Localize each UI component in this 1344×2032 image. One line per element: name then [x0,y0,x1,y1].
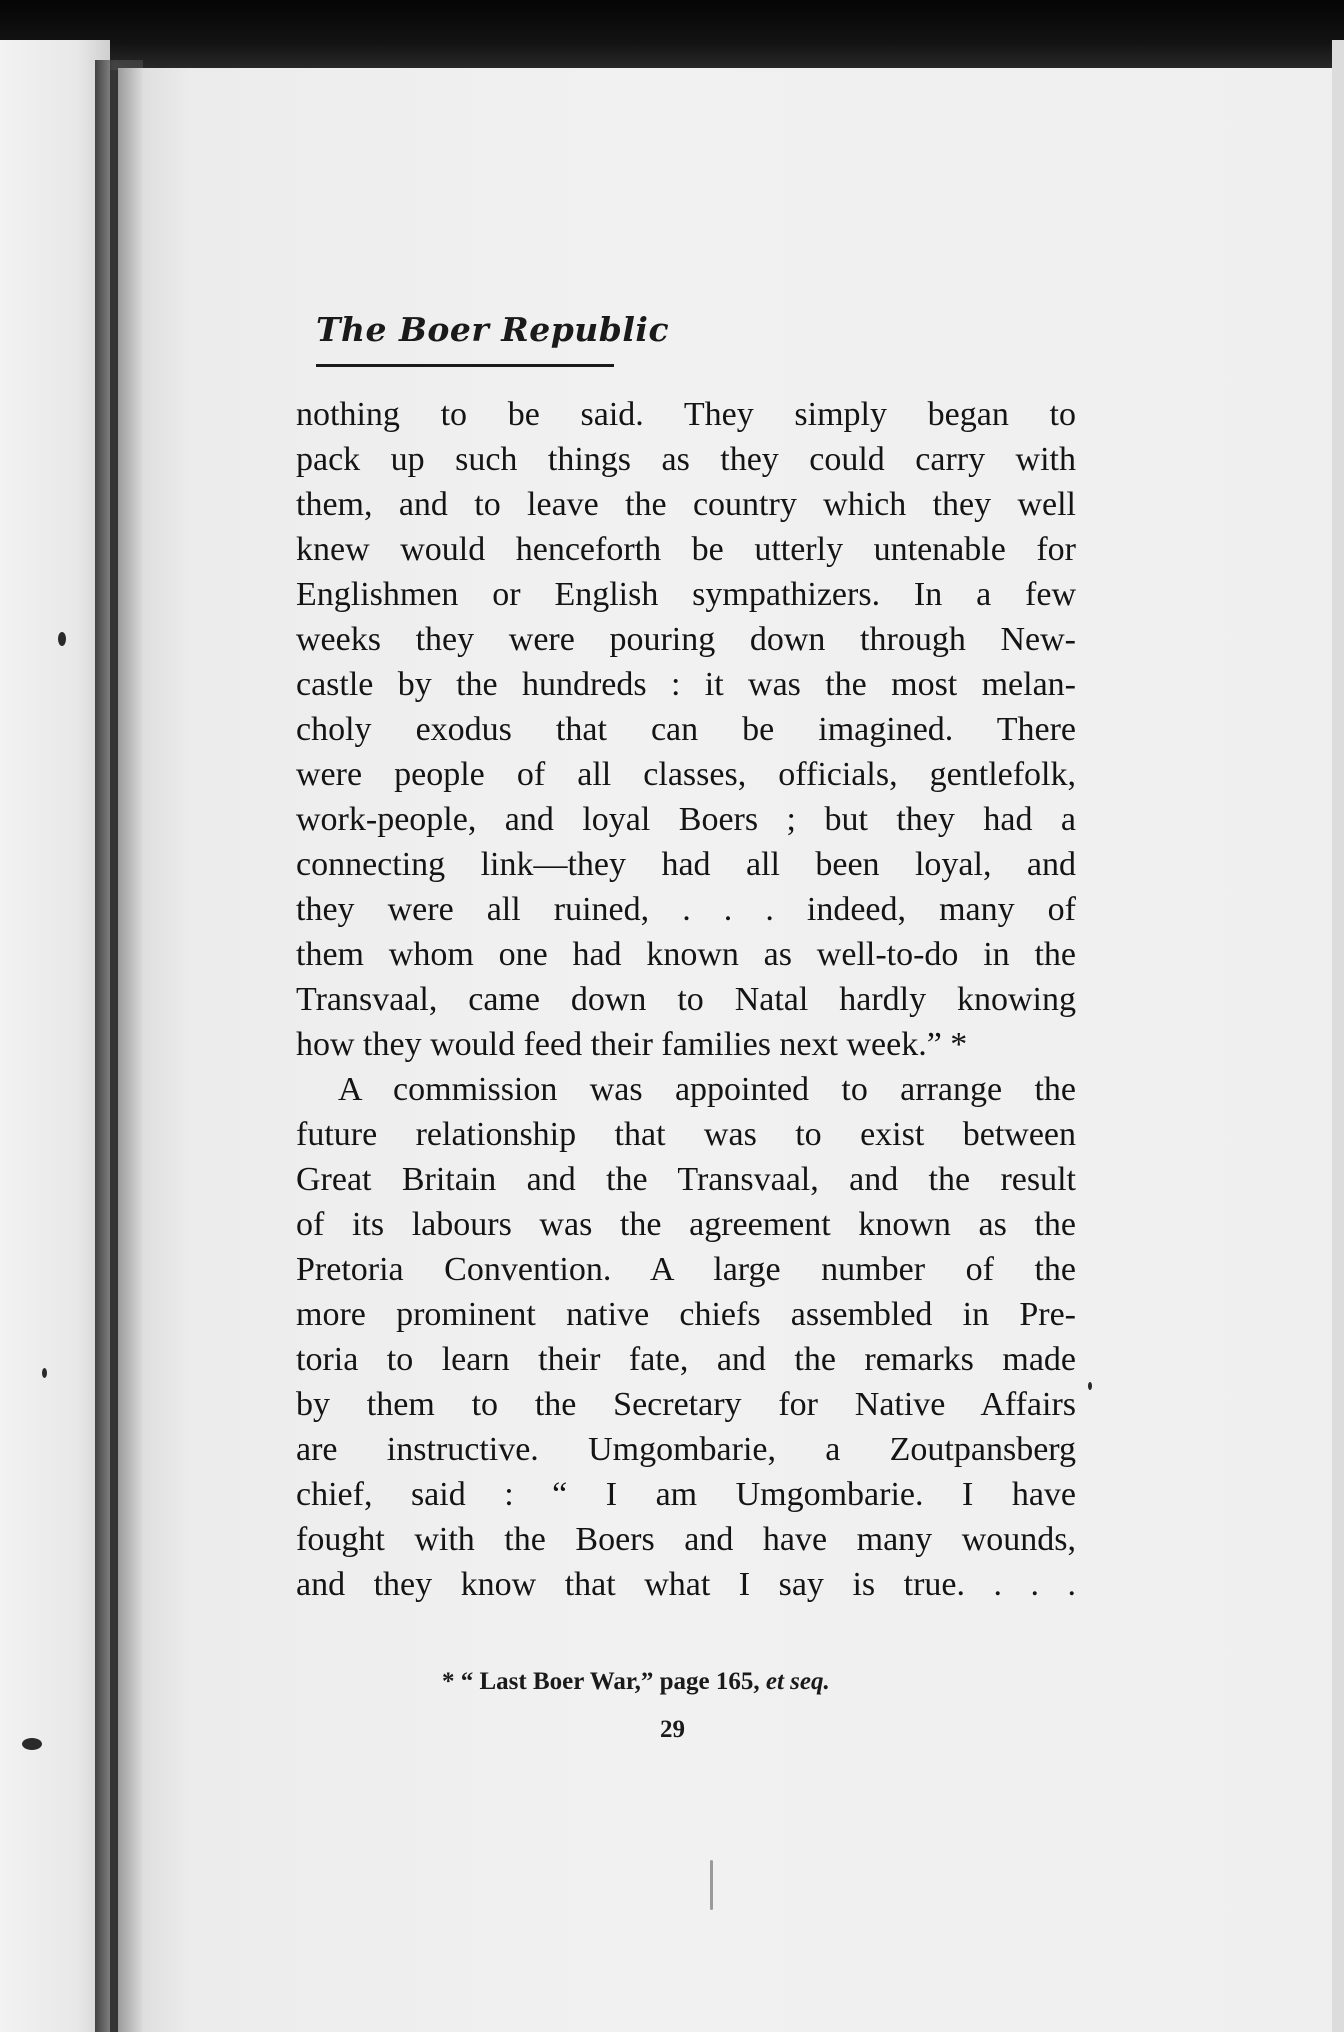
text-line: A commission was appointed to arrange the [338,1071,1076,1108]
page-right-edge [1332,40,1344,2032]
text-line: fought with the Boers and have many wounds, [296,1521,1076,1558]
text-line: them whom one had known as well-to-do in the [296,936,1076,973]
gutter-shadow [95,60,143,2032]
footnote [442,1668,830,1696]
footnote-italic: et seq. [765,1668,830,1695]
text-line: castle by the hundreds : it was the most melan- [296,666,1076,703]
text-line: by them to the Secretary for Native Affairs [296,1386,1076,1423]
scan-speck [58,632,66,646]
text-line: chief, said : “ I am Umgombarie. I have [296,1476,1076,1513]
scan-speck [22,1738,42,1750]
running-head: The Boer Republic [316,310,670,349]
text-line: Englishmen or English sympathizers. In a few [296,576,1076,613]
text-line: choly exodus that can be imagined. There [296,711,1076,748]
text-line: Great Britain and the Transvaal, and the result [296,1161,1076,1198]
scan-speck [42,1368,47,1378]
text-line: Transvaal, came down to Natal hardly knowing [296,981,1076,1018]
text-line: connecting link—they had all been loyal, and [296,846,1076,883]
page-number: 29 [660,1716,685,1743]
text-line: work-people, and loyal Boers ; but they had a [296,801,1076,838]
text-line: more prominent native chiefs assembled in Pre- [296,1296,1076,1333]
footnote-text: * “ Last Boer War,” page 165, [442,1668,766,1695]
text-line: them, and to leave the country which they well [296,486,1076,523]
scan-top-edge [0,0,1344,70]
text-line: were people of all classes, officials, gentlefolk, [296,756,1076,793]
text-line: pack up such things as they could carry with [296,441,1076,478]
scan-speck [1088,1382,1092,1390]
text-line: future relationship that was to exist between [296,1116,1076,1153]
text-line: and they know that what I say is true. . . . [296,1566,1076,1603]
text-line: toria to learn their fate, and the remarks made [296,1341,1076,1378]
text-line: knew would henceforth be utterly untenable for [296,531,1076,568]
text-line: Pretoria Convention. A large number of the [296,1251,1076,1288]
body-text [296,392,1076,1607]
scan-speck [710,1860,713,1910]
running-head-rule [316,364,614,367]
facing-page-edge [0,40,110,2032]
text-line: of its labours was the agreement known as the [296,1206,1076,1243]
text-line: weeks they were pouring down through New- [296,621,1076,658]
text-line: they were all ruined, . . . indeed, many of [296,891,1076,928]
text-line: how they would feed their families next week.” * [296,1026,968,1063]
text-line: are instructive. Umgombarie, a Zoutpansberg [296,1431,1076,1468]
text-line: nothing to be said. They simply began to [296,396,1076,433]
